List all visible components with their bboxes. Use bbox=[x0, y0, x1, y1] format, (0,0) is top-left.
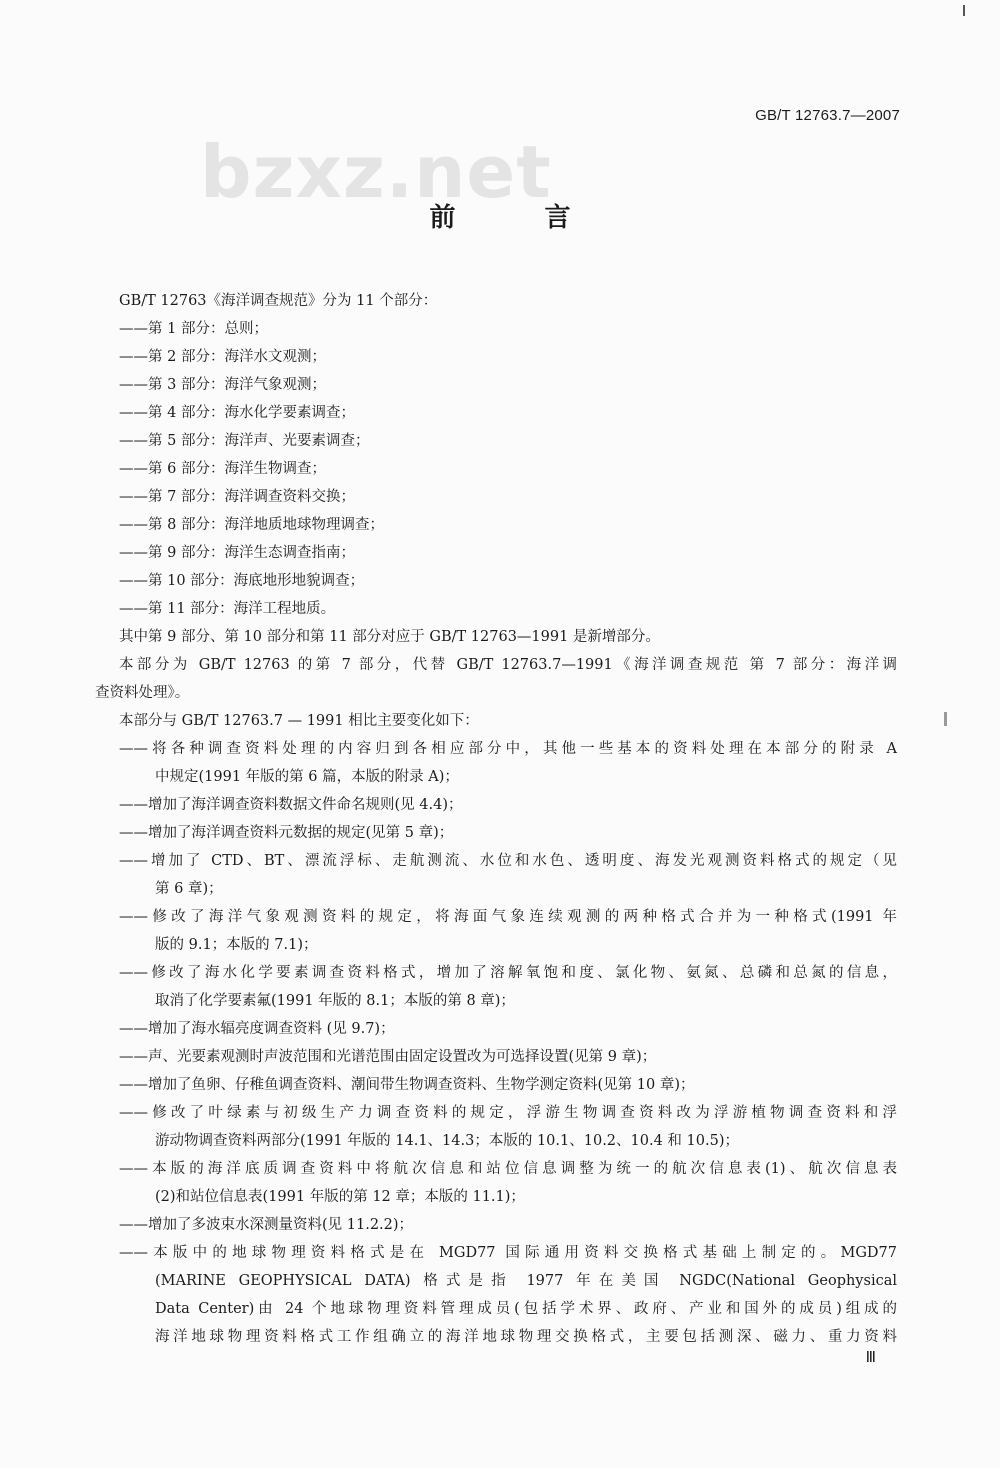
text-line: Data Center)由 24 个地球物理资料管理成员(包括学术界、政府、产业和国外的成员)组成的 bbox=[155, 1301, 897, 1317]
text-line: ——第 11 部分：海洋工程地质。 bbox=[119, 601, 336, 617]
text-line: (MARINE GEOPHYSICAL DATA) 格式是指 1977 年在美国 NGDC(National Geophysical bbox=[155, 1273, 897, 1289]
text-line: 本部分与 GB/T 12763.7 — 1991 相比主要变化如下： bbox=[119, 713, 479, 729]
standard-code: GB/T 12763.7—2007 bbox=[755, 107, 900, 124]
text-line: ——修改了海洋气象观测资料的规定，将海面气象连续观测的两种格式合并为一种格式(1991 年 bbox=[119, 909, 897, 925]
text-line: 查资料处理》。 bbox=[95, 685, 190, 701]
text-line: ——增加了海洋调查资料数据文件命名规则(见 4.4)； bbox=[119, 797, 463, 813]
scan-corner-mark bbox=[963, 5, 965, 16]
text-line: 其中第 9 部分、第 10 部分和第 11 部分对应于 GB/T 12763—1991 是新增部分。 bbox=[119, 629, 660, 645]
text-line: ——本版的海洋底质调查资料中将航次信息和站位信息调整为统一的航次信息表(1)、航次信息表 bbox=[119, 1161, 897, 1177]
text-line: 游动物调查资料两部分(1991 年版的 14.1、14.3；本版的 10.1、10.2、10.4 和 10.5)； bbox=[155, 1133, 739, 1149]
text-line: 第 6 章)； bbox=[155, 881, 223, 897]
text-line: ——将各种调查资料处理的内容归到各相应部分中，其他一些基本的资料处理在本部分的附录 A bbox=[119, 741, 897, 757]
text-line: ——增加了海水辐亮度调查资料 (见 9.7)； bbox=[119, 1021, 395, 1037]
text-line: ——第 9 部分：海洋生态调查指南； bbox=[119, 545, 355, 561]
text-line: ——第 7 部分：海洋调查资料交换； bbox=[119, 489, 355, 505]
text-line: ——增加了鱼卵、仔稚鱼调查资料、潮间带生物调查资料、生物学测定资料(见第 10 章)； bbox=[119, 1077, 695, 1093]
preface-body bbox=[95, 287, 897, 1351]
text-line: 取消了化学要素氟(1991 年版的 8.1；本版的第 8 章)； bbox=[155, 993, 515, 1009]
text-line: ——增加了海洋调查资料元数据的规定(见第 5 章)； bbox=[119, 825, 454, 841]
text-line: 海洋地球物理资料格式工作组确立的海洋地球物理交换格式，主要包括测深、磁力、重力资料 bbox=[155, 1329, 897, 1345]
text-line: ——第 5 部分：海洋声、光要素调查； bbox=[119, 433, 370, 449]
scan-edge-mark bbox=[944, 712, 947, 726]
watermark-logo: bzxz.net bbox=[200, 130, 552, 214]
text-line: ——增加了 CTD、BT、漂流浮标、走航测流、水位和水色、透明度、海发光观测资料格式的规定（见 bbox=[119, 853, 897, 869]
text-line: 中规定(1991 年版的第 6 篇，本版的附录 A)； bbox=[155, 769, 459, 785]
text-line: ——第 1 部分：总则； bbox=[119, 321, 268, 337]
text-line: ——修改了叶绿素与初级生产力调查资料的规定，浮游生物调查资料改为浮游植物调查资料和浮 bbox=[119, 1105, 897, 1121]
page-number: Ⅲ bbox=[865, 1350, 876, 1366]
text-line: 本部分为 GB/T 12763 的第 7 部分，代替 GB/T 12763.7—1991《海洋调查规范 第 7 部分：海洋调 bbox=[119, 657, 897, 673]
text-line: ——本版中的地球物理资料格式是在 MGD77 国际通用资料交换格式基础上制定的。MGD77 bbox=[119, 1245, 897, 1261]
text-line: ——第 8 部分：海洋地质地球物理调查； bbox=[119, 517, 384, 533]
text-line: ——修改了海水化学要素调查资料格式，增加了溶解氧饱和度、氯化物、氨氮、总磷和总氮的信息， bbox=[119, 965, 897, 981]
text-line: ——第 2 部分：海洋水文观测； bbox=[119, 349, 326, 365]
text-line: ——第 3 部分：海洋气象观测； bbox=[119, 377, 326, 393]
text-line: GB/T 12763《海洋调查规范》分为 11 个部分： bbox=[119, 293, 438, 309]
text-line: ——第 10 部分：海底地形地貌调查； bbox=[119, 573, 365, 589]
page-title: 前 言 bbox=[429, 203, 611, 233]
text-line: ——声、光要素观测时声波范围和光谱范围由固定设置改为可选择设置(见第 9 章)； bbox=[119, 1049, 657, 1065]
text-line: ——第 6 部分：海洋生物调查； bbox=[119, 461, 326, 477]
text-line: ——增加了多波束水深测量资料(见 11.2.2)； bbox=[119, 1217, 414, 1233]
text-line: ——第 4 部分：海水化学要素调查； bbox=[119, 405, 355, 421]
text-line: 版的 9.1；本版的 7.1)； bbox=[155, 937, 318, 953]
text-line: (2)和站位信息表(1991 年版的第 12 章；本版的 11.1)； bbox=[155, 1189, 525, 1205]
